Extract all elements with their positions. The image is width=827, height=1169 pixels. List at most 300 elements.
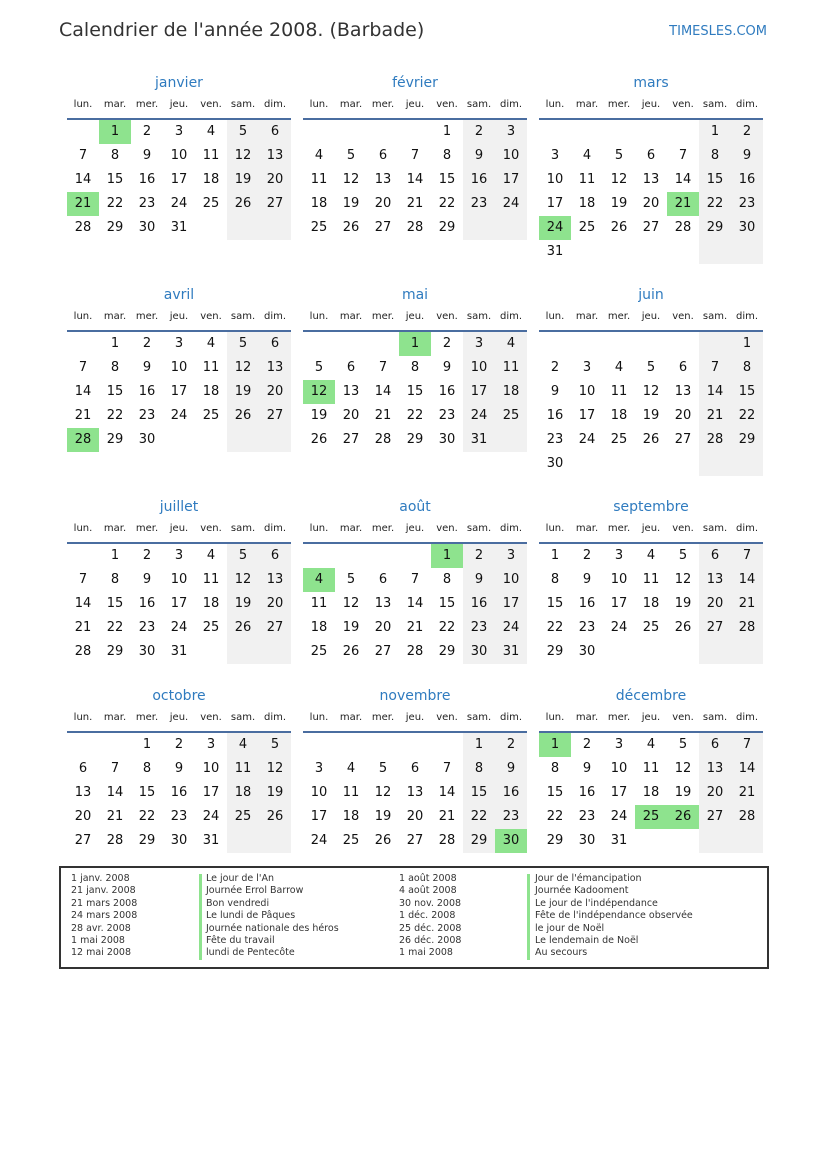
empty-cell: [259, 640, 291, 664]
day-cell: 7: [78, 360, 88, 375]
weekday-label: mar.: [575, 712, 599, 723]
day-cell: 28: [438, 833, 456, 848]
empty-cell: [571, 120, 603, 144]
day-cell: 27: [259, 616, 291, 640]
day-cell: 15: [406, 384, 424, 399]
weekday-label: sam.: [702, 523, 728, 534]
day-cell: 4: [227, 733, 259, 757]
day-cell: 4: [206, 548, 216, 563]
day-cell: 24: [170, 408, 188, 423]
day-cell: 20: [674, 408, 692, 423]
empty-cell: [259, 829, 291, 853]
holiday-legend: [59, 866, 769, 969]
week-row: [303, 592, 527, 616]
weekday-label: mar.: [339, 712, 363, 723]
day-cell: 29: [438, 220, 456, 235]
day-cell: 3: [495, 544, 527, 568]
day-cell: 26: [374, 833, 392, 848]
empty-cell: [667, 640, 699, 664]
week-row: [539, 380, 763, 404]
day-cell: 2: [142, 336, 152, 351]
day-cell: 3: [206, 737, 216, 752]
day-cell: 19: [342, 620, 360, 635]
day-cell: 16: [463, 168, 495, 192]
week-row: [539, 781, 763, 805]
week-row: [303, 120, 527, 144]
week-row: [539, 757, 763, 781]
day-cell: 24: [610, 809, 628, 824]
day-cell: 10: [170, 148, 188, 163]
legend-holiday-name: Le lendemain de Noël: [535, 934, 639, 946]
day-cell: 18: [202, 172, 220, 187]
day-cell: 8: [110, 148, 120, 163]
day-cell: 11: [202, 572, 220, 587]
week-row: [303, 216, 527, 240]
weekday-label: mar.: [339, 99, 363, 110]
month-block: [539, 496, 763, 664]
week-row: [303, 568, 527, 592]
empty-cell: [731, 640, 763, 664]
day-cell: 20: [406, 809, 424, 824]
day-cell: 13: [674, 384, 692, 399]
day-cell: 9: [495, 757, 527, 781]
week-row: [67, 805, 291, 829]
day-cell: 22: [699, 192, 731, 216]
empty-cell: [603, 640, 635, 664]
month-block: [303, 72, 527, 240]
week-row: [539, 568, 763, 592]
weekday-label: lun.: [545, 311, 565, 322]
day-cell: 24: [463, 404, 495, 428]
day-cell: 24: [310, 833, 328, 848]
week-row: [67, 781, 291, 805]
day-cell: 21: [406, 196, 424, 211]
empty-cell: [431, 733, 463, 757]
day-cell: 15: [106, 596, 124, 611]
month-name: août: [399, 499, 431, 515]
day-cell: 6: [78, 761, 88, 776]
empty-cell: [227, 640, 259, 664]
day-cell: 4: [614, 360, 624, 375]
day-cell: 24: [495, 192, 527, 216]
day-cell: 14: [674, 172, 692, 187]
legend-holiday-name: Fête de l'indépendance observée: [535, 910, 693, 922]
day-cell: 21: [731, 592, 763, 616]
legend-holiday-name: lundi de Pentecôte: [206, 947, 295, 959]
day-cell: 28: [731, 805, 763, 829]
day-cell: 6: [259, 332, 291, 356]
day-cell: 31: [546, 244, 564, 259]
day-cell: 4: [346, 761, 356, 776]
weekday-label: jeu.: [641, 99, 661, 110]
day-cell: 12: [610, 172, 628, 187]
day-cell: 8: [731, 356, 763, 380]
legend-date: 1 août 2008: [399, 873, 457, 884]
week-row: [67, 404, 291, 428]
day-cell: 27: [406, 833, 424, 848]
empty-cell: [699, 240, 731, 264]
weekday-label: jeu.: [641, 523, 661, 534]
day-cell: 18: [310, 620, 328, 635]
week-row: [67, 568, 291, 592]
month-name: juin: [638, 287, 664, 303]
day-cell: 11: [578, 172, 596, 187]
week-row: [539, 332, 763, 356]
week-row: [539, 356, 763, 380]
day-cell: 27: [699, 805, 731, 829]
day-cell: 8: [442, 572, 452, 587]
day-cell: 19: [674, 785, 692, 800]
day-cell: 24: [578, 432, 596, 447]
weekday-label: mar.: [103, 523, 127, 534]
day-cell: 21: [667, 192, 699, 216]
week-row: [539, 120, 763, 144]
day-cell: 7: [731, 733, 763, 757]
weekday-label: jeu.: [405, 311, 425, 322]
legend-holiday-name: Journée Errol Barrow: [206, 885, 304, 897]
day-cell: 22: [406, 408, 424, 423]
day-cell: 7: [678, 148, 688, 163]
day-cell: 12: [674, 761, 692, 776]
month-name: juillet: [159, 499, 199, 515]
day-cell: 19: [342, 196, 360, 211]
empty-cell: [603, 452, 635, 476]
day-cell: 28: [67, 428, 99, 452]
day-cell: 22: [106, 408, 124, 423]
day-cell: 23: [578, 809, 596, 824]
day-cell: 21: [438, 809, 456, 824]
day-cell: 18: [202, 596, 220, 611]
day-cell: 30: [138, 432, 156, 447]
legend-marker: [199, 874, 202, 960]
day-cell: 20: [642, 196, 660, 211]
day-cell: 1: [99, 120, 131, 144]
day-cell: 21: [74, 408, 92, 423]
legend-date: 26 déc. 2008: [399, 934, 462, 946]
day-cell: 23: [170, 809, 188, 824]
day-cell: 27: [699, 616, 731, 640]
day-cell: 8: [142, 761, 152, 776]
empty-cell: [367, 544, 399, 568]
day-cell: 2: [174, 737, 184, 752]
day-cell: 25: [227, 805, 259, 829]
week-row: [539, 805, 763, 829]
day-cell: 23: [463, 616, 495, 640]
week-row: [67, 733, 291, 757]
empty-cell: [367, 332, 399, 356]
day-cell: 6: [699, 733, 731, 757]
day-cell: 13: [374, 596, 392, 611]
day-cell: 28: [406, 644, 424, 659]
day-cell: 1: [110, 336, 120, 351]
day-cell: 21: [699, 404, 731, 428]
week-row: [303, 805, 527, 829]
day-cell: 20: [374, 620, 392, 635]
weekday-label: mer.: [135, 311, 159, 322]
legend-holiday-name: Au secours: [535, 947, 588, 959]
day-cell: 15: [731, 380, 763, 404]
day-cell: 4: [314, 148, 324, 163]
day-cell: 19: [259, 781, 291, 805]
month-block: [67, 72, 291, 240]
day-cell: 9: [582, 761, 592, 776]
weekday-label: lun.: [73, 712, 93, 723]
empty-cell: [539, 120, 571, 144]
legend-holiday-name: Fête du travail: [206, 934, 275, 946]
empty-cell: [303, 733, 335, 757]
month-block: [303, 284, 527, 452]
empty-cell: [399, 733, 431, 757]
week-row: [303, 332, 527, 356]
day-cell: 12: [674, 572, 692, 587]
weekday-label: mer.: [135, 99, 159, 110]
day-cell: 16: [578, 596, 596, 611]
empty-cell: [731, 452, 763, 476]
empty-cell: [463, 216, 495, 240]
month-name: octobre: [152, 688, 206, 704]
day-cell: 6: [259, 544, 291, 568]
day-cell: 1: [731, 332, 763, 356]
week-row: [303, 404, 527, 428]
day-cell: 17: [610, 596, 628, 611]
day-cell: 5: [259, 733, 291, 757]
month-name: janvier: [155, 75, 203, 91]
day-cell: 20: [374, 196, 392, 211]
empty-cell: [67, 120, 99, 144]
day-cell: 26: [227, 404, 259, 428]
empty-cell: [539, 332, 571, 356]
day-cell: 8: [442, 148, 452, 163]
day-cell: 19: [227, 380, 259, 404]
site-link[interactable]: TIMESLES.COM: [669, 24, 767, 39]
day-cell: 17: [578, 408, 596, 423]
empty-cell: [731, 829, 763, 853]
day-cell: 26: [259, 805, 291, 829]
weekday-label: mer.: [371, 523, 395, 534]
day-cell: 8: [110, 572, 120, 587]
day-cell: 6: [378, 572, 388, 587]
legend-holiday-name: Journée nationale des héros: [206, 922, 339, 934]
week-row: [67, 144, 291, 168]
day-cell: 19: [610, 196, 628, 211]
day-cell: 26: [667, 805, 699, 829]
day-cell: 25: [578, 220, 596, 235]
month-name: décembre: [615, 688, 687, 704]
weekday-label: mer.: [607, 523, 631, 534]
day-cell: 19: [374, 809, 392, 824]
day-cell: 6: [378, 148, 388, 163]
weekday-label: mar.: [103, 712, 127, 723]
day-cell: 16: [546, 408, 564, 423]
week-row: [303, 616, 527, 640]
day-cell: 31: [170, 220, 188, 235]
empty-cell: [571, 332, 603, 356]
empty-cell: [635, 640, 667, 664]
weekday-label: lun.: [309, 99, 329, 110]
day-cell: 20: [74, 809, 92, 824]
day-cell: 28: [106, 833, 124, 848]
weekday-label: ven.: [200, 712, 222, 723]
day-cell: 27: [374, 220, 392, 235]
day-cell: 7: [78, 572, 88, 587]
day-cell: 25: [642, 620, 660, 635]
weekday-header: [303, 707, 527, 733]
day-cell: 15: [546, 596, 564, 611]
day-cell: 16: [170, 785, 188, 800]
day-cell: 11: [610, 384, 628, 399]
weekday-label: dim.: [263, 99, 287, 110]
day-cell: 2: [582, 548, 592, 563]
weekday-label: mar.: [339, 311, 363, 322]
day-cell: 31: [610, 833, 628, 848]
day-cell: 16: [138, 384, 156, 399]
weekday-label: sam.: [466, 712, 492, 723]
day-cell: 12: [642, 384, 660, 399]
weekday-label: sam.: [466, 523, 492, 534]
empty-cell: [67, 733, 99, 757]
day-cell: 10: [546, 172, 564, 187]
day-cell: 5: [227, 332, 259, 356]
day-cell: 6: [259, 120, 291, 144]
month-name: mai: [401, 287, 429, 303]
day-cell: 22: [106, 620, 124, 635]
week-row: [539, 144, 763, 168]
day-cell: 22: [546, 809, 564, 824]
day-cell: 22: [731, 404, 763, 428]
weekday-label: sam.: [230, 523, 256, 534]
day-cell: 13: [374, 172, 392, 187]
day-cell: 10: [578, 384, 596, 399]
week-row: [67, 380, 291, 404]
day-cell: 30: [731, 216, 763, 240]
day-cell: 29: [106, 432, 124, 447]
day-cell: 4: [582, 148, 592, 163]
weekday-label: mer.: [371, 311, 395, 322]
day-cell: 18: [227, 781, 259, 805]
week-row: [303, 192, 527, 216]
legend-marker: [527, 874, 530, 960]
empty-cell: [495, 216, 527, 240]
legend-names-col1: [206, 873, 339, 960]
day-cell: 11: [227, 757, 259, 781]
day-cell: 28: [74, 220, 92, 235]
week-row: [67, 544, 291, 568]
weekday-header: [539, 518, 763, 544]
day-cell: 11: [642, 572, 660, 587]
empty-cell: [635, 240, 667, 264]
week-row: [303, 144, 527, 168]
day-cell: 2: [582, 737, 592, 752]
day-cell: 12: [227, 568, 259, 592]
day-cell: 2: [550, 360, 560, 375]
weekday-header: [303, 518, 527, 544]
day-cell: 18: [610, 408, 628, 423]
day-cell: 16: [495, 781, 527, 805]
day-cell: 25: [635, 805, 667, 829]
day-cell: 8: [110, 360, 120, 375]
day-cell: 2: [463, 544, 495, 568]
day-cell: 24: [170, 196, 188, 211]
day-cell: 10: [170, 572, 188, 587]
day-cell: 5: [378, 761, 388, 776]
day-cell: 30: [138, 644, 156, 659]
day-cell: 22: [463, 805, 495, 829]
day-cell: 27: [259, 192, 291, 216]
day-cell: 29: [406, 432, 424, 447]
day-cell: 29: [106, 220, 124, 235]
legend-date: 25 déc. 2008: [399, 922, 462, 934]
day-cell: 4: [646, 548, 656, 563]
day-cell: 3: [174, 548, 184, 563]
empty-cell: [67, 544, 99, 568]
day-cell: 9: [463, 568, 495, 592]
day-cell: 15: [106, 384, 124, 399]
day-cell: 2: [495, 733, 527, 757]
week-row: [67, 829, 291, 853]
day-cell: 9: [142, 360, 152, 375]
day-cell: 12: [374, 785, 392, 800]
day-cell: 27: [259, 404, 291, 428]
weekday-label: ven.: [436, 311, 458, 322]
day-cell: 26: [610, 220, 628, 235]
day-cell: 3: [314, 761, 324, 776]
day-cell: 10: [310, 785, 328, 800]
day-cell: 17: [546, 196, 564, 211]
day-cell: 5: [678, 737, 688, 752]
weekday-label: lun.: [545, 712, 565, 723]
week-row: [539, 240, 763, 264]
empty-cell: [163, 428, 195, 452]
day-cell: 19: [674, 596, 692, 611]
weekday-label: mar.: [339, 523, 363, 534]
month-name: mars: [633, 75, 669, 91]
weekday-label: jeu.: [169, 523, 189, 534]
day-cell: 19: [227, 168, 259, 192]
day-cell: 23: [546, 432, 564, 447]
day-cell: 13: [642, 172, 660, 187]
day-cell: 17: [170, 384, 188, 399]
week-row: [67, 616, 291, 640]
page-title: Calendrier de l'année 2008. (Barbade): [59, 19, 425, 41]
empty-cell: [495, 428, 527, 452]
day-cell: 28: [731, 616, 763, 640]
day-cell: 22: [546, 620, 564, 635]
day-cell: 30: [578, 644, 596, 659]
day-cell: 5: [227, 544, 259, 568]
empty-cell: [335, 332, 367, 356]
weekday-header: [539, 94, 763, 120]
day-cell: 11: [202, 148, 220, 163]
day-cell: 23: [463, 192, 495, 216]
empty-cell: [367, 733, 399, 757]
day-cell: 15: [438, 172, 456, 187]
empty-cell: [99, 733, 131, 757]
empty-cell: [67, 332, 99, 356]
weekday-label: lun.: [545, 99, 565, 110]
day-cell: 26: [227, 192, 259, 216]
day-cell: 24: [202, 809, 220, 824]
legend-names-col2: [535, 873, 693, 960]
weekday-label: ven.: [672, 99, 694, 110]
day-cell: 14: [106, 785, 124, 800]
weekday-label: jeu.: [641, 311, 661, 322]
day-cell: 4: [206, 124, 216, 139]
day-cell: 15: [138, 785, 156, 800]
weekday-label: lun.: [73, 311, 93, 322]
legend-date: 28 avr. 2008: [71, 922, 131, 934]
weekday-label: sam.: [466, 99, 492, 110]
weekday-label: mar.: [103, 311, 127, 322]
